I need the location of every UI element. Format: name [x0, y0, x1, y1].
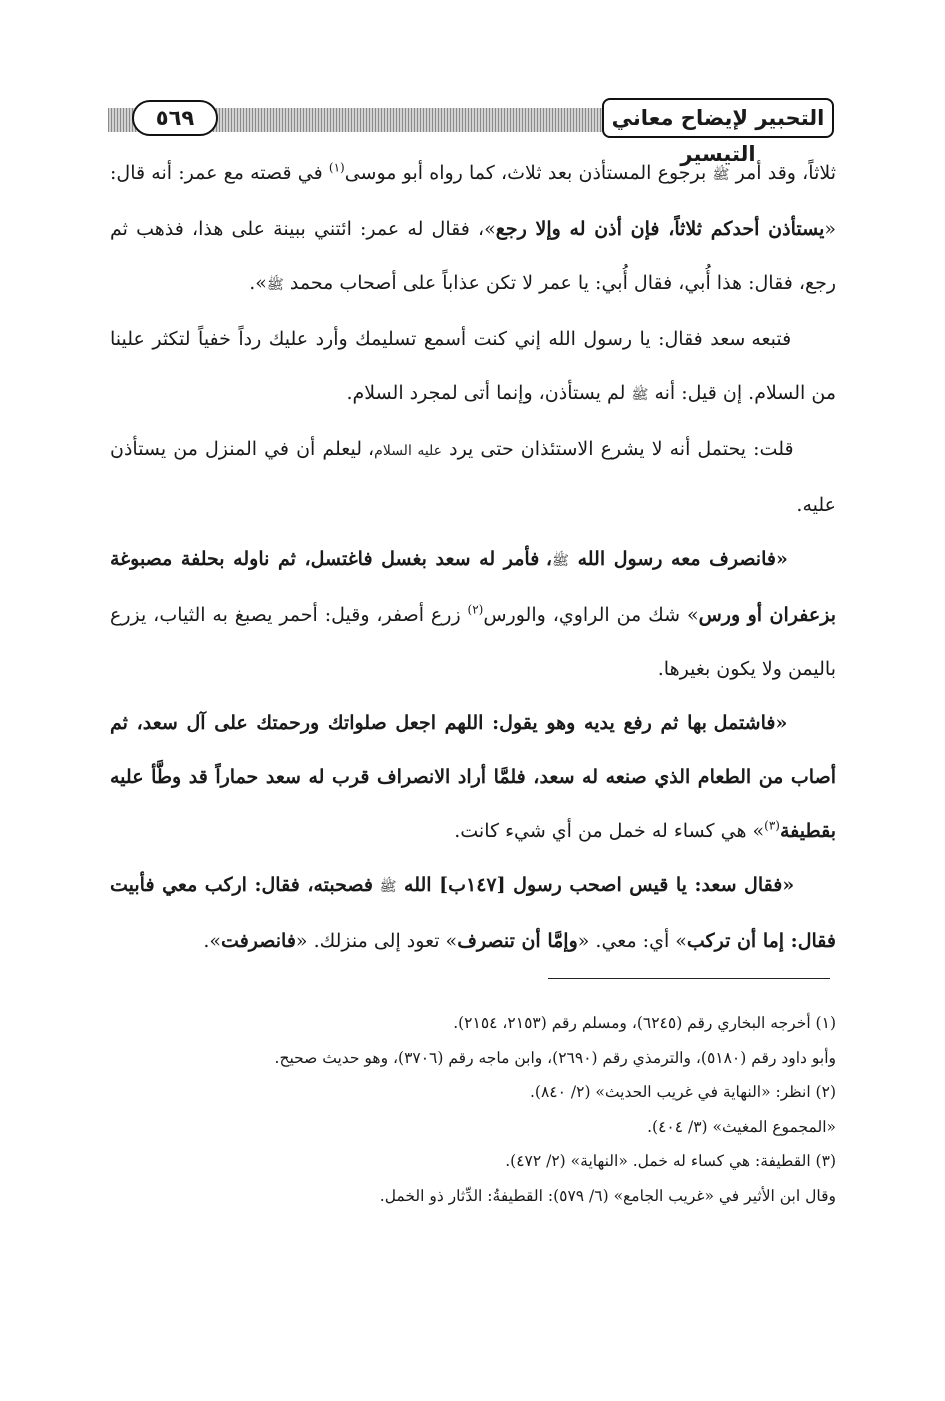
hadith-text: فصحبته، فقال: اركب معي فأبيت فقال: إما أن تركب [110, 874, 836, 952]
paragraph-5 [110, 696, 836, 858]
hadith-text: ، فأمر له سعد بغسل فاغتسل، ثم ناوله بحلفة مصبوغة بزعفران أو ورس [110, 548, 836, 626]
footnote-line: (٣) القطيفة: هي كساء له خمل. «النهاية» (٢/ ٤٧٢). [505, 1152, 836, 1170]
footnote-ref-3: (٣) [764, 818, 780, 833]
footnote-ref-2: (٢) [467, 602, 484, 617]
text-run: ، ليعلم أن في المنزل من يستأذن عليه. [110, 438, 836, 516]
hadith-text: يستأذن أحدكم ثلاثاً، فإن أذن له وإلا رجع [495, 218, 825, 240]
text-run: ». [249, 272, 267, 294]
footnote-line: (٢) انظر: «النهاية في غريب الحديث» (٢/ ٨٤٠). [530, 1083, 836, 1101]
footnote-separator [548, 978, 830, 979]
paragraph-6 [110, 858, 836, 968]
salutation-glyph: ﷺ [266, 277, 284, 293]
text-run: » أي: معي. « [577, 930, 687, 952]
book-title: التحبير لإيضاح معاني التيسير [602, 98, 834, 138]
text-run: ثلاثاً، وقد أمر [729, 162, 836, 184]
text-run: زرع أصفر، وقيل: أحمر يصبغ به الثياب، يزرع باليمن ولا يكون بغيرها. [110, 604, 836, 680]
alayhi-salam-glyph: عليه السلام [374, 443, 443, 459]
salutation-glyph: ﷺ [712, 167, 730, 183]
salutation-glyph: ﷺ [379, 879, 397, 895]
footnotes [110, 1006, 836, 1213]
text-run: في قصته مع عمر: أنه قال: « [110, 162, 836, 240]
footnote-ref-1: (١) [328, 160, 345, 175]
salutation-glyph: ﷺ [552, 553, 569, 569]
hadith-text: «فانصرف معه رسول الله [568, 548, 788, 570]
main-text [110, 146, 836, 968]
footnote-line: «المجموع المغيث» (٣/ ٤٠٤). [647, 1117, 836, 1136]
paragraph-3 [110, 422, 836, 532]
text-run: »، فقال له عمر: ائتني ببينة على هذا، فذهب ثم رجع، فقال: هذا أُبي، فقال أُبي: يا عمر لا تكن عذاباً على أصحاب محمد [110, 218, 836, 294]
text-run: برجوع المستأذن بعد ثلاث، كما رواه أبو موسى [344, 162, 713, 184]
hadith-text: وإمَّا أن تنصرف [457, 930, 578, 952]
hadith-text: «فاشتمل بها ثم رفع يديه وهو يقول: اللهم اجعل صلواتك ورحمتك على آل سعد، ثم أصاب من الطعام الذي صنعه له سعد، فلمَّا أراد الانصراف قرب له سعد حماراً قد وطَّأ عليه بقطيفة [110, 712, 836, 842]
text-run: لم يستأذن، وإنما أتى لمجرد السلام. [346, 382, 632, 404]
page-number: ٥٦٩ [132, 100, 218, 136]
footnote-line: (١) أخرجه البخاري رقم (٦٢٤٥)، ومسلم رقم (٢١٥٣، ٢١٥٤). [453, 1014, 836, 1032]
hadith-text: فانصرفت [221, 930, 296, 952]
running-header [108, 98, 834, 166]
footnote-line: وقال ابن الأثير في «غريب الجامع» (٦/ ٥٧٩): القطيفةُ: الدِّثار ذو الخمل. [379, 1186, 836, 1205]
paragraph-1 [110, 146, 836, 312]
text-run: فتبعه سعد فقال: يا رسول الله إني كنت أسمع تسليمك وأرد عليك رداً خفياً لتكثر علينا من السلام. إن قيل: أنه [110, 328, 836, 404]
salutation-glyph: ﷺ [631, 387, 649, 403]
hadith-text: «فقال سعد: يا قيس اصحب رسول [١٤٧ب] الله [396, 874, 795, 896]
text-run: » هي كساء له خمل من أي شيء كانت. [454, 820, 765, 842]
text-run: قلت: يحتمل أنه لا يشرع الاستئذان حتى يرد [442, 438, 794, 460]
paragraph-2 [110, 312, 836, 422]
text-run: » تعود إلى منزلك. « [295, 930, 458, 952]
footnote-line: وأبو داود رقم (٥١٨٠)، والترمذي رقم (٢٦٩٠)، وابن ماجه رقم (٣٧٠٦)، وهو حديث صحيح. [274, 1048, 836, 1067]
paragraph-4 [110, 532, 836, 696]
text-run: » شك من الراوي، والورس [483, 604, 699, 626]
text-run: ». [203, 930, 222, 952]
